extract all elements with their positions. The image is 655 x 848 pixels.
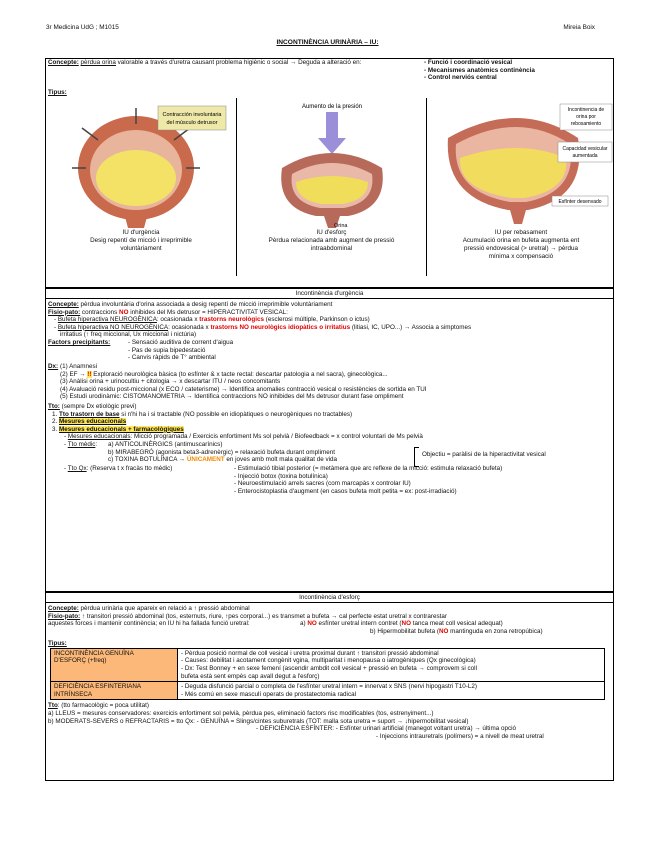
esf-cause-a	[300, 620, 543, 628]
tto-item-3-title: Mesures educacionals + farmacològiques	[59, 425, 184, 433]
urgency-caption-line: Desig repentí de micció i irreprimible	[90, 237, 192, 244]
tipus-urgencia	[46, 98, 236, 276]
esf-types-table	[50, 648, 605, 701]
esf-tto-b-injeccions: - Injeccions intrauretrals (polímers) = a nivell de meat uretral	[376, 732, 544, 740]
noneuro-red2: neurològics idiopàtics o irritatius	[248, 323, 351, 331]
header-course: 3r Medicina UdG ; M1015	[46, 24, 119, 31]
esf-fisio-text: ↑ transitori pressió abdominal (tos, esternuts, riure, ↑pes corporal...) es transmet a bufeta → cal perfecte estat uretral x contrarestar	[80, 612, 447, 620]
tto-qx: - Tto Qx: (Reserva t x fracàs tto mèdic) - Estimulació tibial posterior (= metàmera que arc reflexe de la micció: estimula relaxació bufeta) - Injecció botox (toxina botulínica) - Neuroestimulació arrels sacres (com marcapàs x controlar IU) - Enterocistoplastia d'augment (en casos bufeta molt petita = ex: post-irradiació)	[64, 464, 503, 495]
dx-list	[60, 363, 427, 401]
factors-label: Factors precipitants:	[48, 338, 111, 346]
urg-concepte-text: pèrdua involuntària d'orina associada a desig repentí de micció irreprimible voluntàriament	[78, 301, 333, 308]
tto-item-1-text: si n'hi ha i si tractable (NO possible en idiopàtiques o neurogèniques no tractables)	[119, 410, 353, 418]
tto-item-2-title: Mesures educacionals	[59, 418, 127, 426]
overflow-caption-line: pressió endovesical (> uretral) → pèrdua	[464, 245, 578, 252]
medic-c-only: ÚNICAMENT	[186, 456, 225, 464]
noneuro-no: NO	[239, 323, 249, 331]
factor-item: - Sensació auditiva de corrent d'aigua	[128, 338, 234, 346]
medic-item: b) MIRABEGRÓ (agonista beta3-adrenèrgic) = relaxació bufeta durant ompliment	[108, 448, 335, 456]
type-name	[51, 682, 178, 700]
text: esfínter uretral intern contret (	[316, 620, 402, 628]
dx-ef-prefix: (2) EF →	[60, 370, 88, 378]
stress-heading: Incontinència d'esforç	[46, 592, 613, 603]
bladder-overflow-illustration	[428, 98, 615, 228]
stress-section	[45, 591, 614, 781]
esf-tipus-label: Tipus:	[48, 640, 67, 648]
esf-tto-b	[46, 718, 613, 726]
tipus-label: Tipus:	[48, 89, 67, 96]
dx-label: Dx:	[48, 362, 59, 370]
text: b) Hipermobilitat bufeta (	[370, 627, 439, 635]
dx-warning: !!	[87, 370, 92, 378]
dx-item: (1) Anamnesi	[60, 362, 98, 370]
type-name-2: D'ESFORÇ (+freq)	[54, 657, 107, 665]
stress-caption-line: intraabdominal	[310, 245, 353, 252]
bullet: -	[54, 316, 58, 324]
esf-tto-b-genuina: - GENUÏNA = Slings/cintes suburetrals (TOT: malla sota uretra = suport → ↓hipermobilitat vesical)	[196, 717, 469, 725]
neuro-red: trastorns neurològics	[199, 316, 264, 324]
num: 2.	[52, 418, 60, 426]
tto-item-3	[46, 426, 613, 434]
type-name-1: DEFICIÈNCIA ESFINTERIANA	[54, 683, 142, 691]
brace	[414, 447, 419, 467]
tipus-esforc	[236, 98, 426, 276]
urg-neuro	[46, 316, 613, 324]
medic-item: a) ANTICOLINÈRGICS (antimuscarínics)	[108, 440, 223, 448]
esf-fisio-2-text: aquestes forces i mantenir continència; en IU hi ha fallada funció uretral:	[48, 620, 250, 628]
esf-causes	[300, 620, 543, 635]
overflow-tag-3: rebosamiento	[570, 121, 601, 127]
stress-tag: Aumento de la presión	[301, 104, 362, 110]
esf-tto-a: a) LLEUS = mesures conservadores: exercicis enfortiment sol pelvià, pèrdua pes, eliminació factors risc modificables (tos, estrenyiment...)	[48, 709, 434, 717]
overflow-tag-4: Capacidad vesicular	[561, 146, 608, 152]
qx-intro: : (Reserva t x fracàs tto mèdic)	[86, 464, 173, 472]
tto-medic: - Tto mèdic: a) ANTICOLINÈRGICS (antimuscarínics) b) MIRABEGRÓ (agonista beta3-adrenèrgic) = relaxació bufeta durant ompliment c) TOXINA BOTULÍNICA → ÚNICAMENT en joves amb molt mala qualitat de vida Objectiu = paràlisi de la hiperactivitat vesical	[46, 441, 613, 465]
concepte-item: - Funció i coordinació vesical	[424, 59, 513, 66]
neuro-text: : ocasionada x	[156, 316, 200, 324]
stress-caption	[237, 229, 426, 253]
tipus-images	[46, 98, 613, 276]
bladder-urgency-illustration	[46, 98, 236, 228]
stress-caption-title: IU d'esforç	[316, 229, 347, 236]
dx-item	[60, 371, 427, 379]
urgency-section	[45, 287, 614, 592]
noneuro-rest: (litiasi, IC, UPO...) → Associa a simptomes	[350, 323, 472, 331]
tto-item-2	[46, 418, 613, 426]
type-line: - Deguda disfunció parcial o completa de l'esfínter uretral intern = innervat x SNS (nervi hipogastri T10-L2)	[181, 683, 477, 691]
type-line: - Causes: debilitat i acotament congènit vgina, multiparitat i menopausa o iatrogèniques (Qx ginecològica)	[181, 657, 476, 665]
intro-section	[45, 58, 614, 288]
overflow-tag-6: Esfínter desenvado	[557, 199, 602, 205]
dx-item: (3) Anàlisi orina + urinocultiu + citologia → x descartar ITU / neos concomitants	[60, 378, 281, 386]
type-line: - Dx: Test Bonney + en sexe femení (ascendir ambdit coll vesical + pressió en bufeta → comprovem si coll	[181, 664, 477, 672]
type-line: bufeta està sent empès cap avall degut a l'esforç)	[181, 672, 320, 680]
concepte-list	[424, 59, 535, 82]
tto-intro: (sempre Dx etiològic previ)	[59, 402, 137, 410]
medic-objectiu: Objectiu = paràlisi de la hiperactivitat vesical	[422, 450, 546, 458]
qx-item: - Injecció botox (toxina botulínica)	[234, 472, 328, 480]
urg-fisio-no: NO	[119, 308, 129, 316]
concepte-text: valorable a través d'uretra causant problema higiènic o social → Deguda a alteració en:	[115, 59, 362, 66]
tto-item-1	[46, 411, 613, 419]
header-author: Mireia Boix	[563, 24, 595, 31]
qx-item: - Enterocistoplastia d'augment (en casos bufeta molt petita = ex: post-irradiació)	[234, 487, 457, 495]
esf-cause-b	[300, 628, 543, 636]
concepte-item: - Control nerviós central	[424, 74, 497, 82]
type-desc	[178, 682, 605, 700]
type-line: - Pèrdua posició normal de coll vesical i uretra proximal durant ↑ transitori pressió abdominal	[181, 649, 439, 657]
urg-concepte-label: Concepte:	[48, 301, 79, 308]
urg-tto	[46, 403, 613, 411]
esf-concepte-text: pèrdua urinària que apareix en relació a ↑ pressió abdominal	[78, 605, 250, 612]
noneuro-text: : ocasionada x	[168, 323, 211, 331]
medic-list	[108, 441, 337, 464]
factor-item: - Canvis ràpids de T° ambiental	[128, 354, 216, 362]
urg-noneuro-2: irritatius (↑ freq miccional, Ux miccional i nictúria)	[60, 331, 197, 339]
dx-ef-text: Exploració neurològica bàsica (to esfínter & x tacte rectal: descartar patologia a nel sacra), ginecològica...	[91, 370, 388, 378]
noneuro-red1: trastorns	[210, 323, 240, 331]
tto-item-1-title: Tto trastorn de base	[59, 410, 120, 418]
esf-tto-intro: : (tto farmacològic = poca utilitat)	[57, 702, 149, 710]
dx-item: (5) Estudi urodinàmic: CISTOMANOMETRIA → Identifica contraccions NO inhibides del Ms detrusor durant fase ompliment	[60, 393, 404, 401]
esf-tto-label: Tto	[48, 702, 58, 710]
overflow-caption	[427, 229, 615, 261]
urgency-tag-2: del músculo detrusor	[166, 120, 218, 126]
medic-c-a: c) TOXINA BOTULÍNICA →	[108, 456, 187, 464]
factor-item: - Pas de supia bipedestació	[128, 346, 206, 354]
urg-concepte	[46, 301, 613, 309]
overflow-tag-1: Incontinencia de	[567, 107, 604, 113]
page-title: INCONTINÈNCIA URINÀRIA – IU:	[276, 39, 379, 46]
bullet: -	[64, 433, 68, 441]
medic-c-b: en joves amb molt mala qualitat de vida	[224, 456, 337, 464]
urg-noneuro	[46, 324, 613, 332]
urg-fisio-label: Fisio-pato:	[48, 308, 81, 316]
type-name	[51, 648, 178, 681]
urg-factors	[46, 339, 613, 363]
no: NO	[438, 627, 449, 635]
noneuro-type: Bufeta hiperactiva NO NEUROGÈNICA	[57, 323, 169, 331]
neuro-rest: (esclerosi múltiple, Parkinson o ictus)	[264, 316, 370, 324]
esf-concepte-label: Concepte:	[48, 605, 79, 612]
urg-fisio-a: contraccions	[80, 308, 120, 316]
overflow-caption-title: IU per rebasament	[494, 229, 548, 236]
page-header	[46, 24, 595, 34]
factors-list	[128, 339, 233, 362]
tipus-rebasament	[426, 98, 615, 276]
urgency-tag-1: Contracción involuntaria	[162, 112, 222, 118]
qx-list	[234, 465, 502, 495]
overflow-caption-line: Acumulació orina en bufeta augmenta ent	[462, 237, 580, 244]
stress-foot: Orina	[333, 223, 347, 228]
urgency-heading: Incontinència d'urgència	[46, 288, 613, 299]
no: NO	[401, 620, 411, 628]
num: 3.	[52, 425, 60, 433]
overflow-tag-5: aumentada	[571, 153, 598, 159]
no: NO	[307, 620, 317, 628]
table-row	[51, 648, 605, 681]
esf-fisio	[46, 613, 613, 621]
table-row	[51, 682, 605, 700]
esf-tto-b-label: b) MODERATS-SEVERS o REFRACTARIS = tto Qx:	[48, 717, 195, 725]
text: mantinguda en zona retropúbica)	[448, 627, 543, 635]
label: a)	[300, 620, 308, 628]
concepte-label: Concepte:	[48, 59, 79, 66]
urgency-caption	[46, 229, 236, 253]
esf-tto-b-esfinter: - DEFICIÈNCIA ESFÍNTER: - Esfínter urinari artificial (manegot voltant uretra) → última opció	[256, 725, 516, 733]
concepte-block	[46, 59, 613, 89]
tto-mesures	[46, 433, 613, 441]
dx-item: (4) Avaluació residu post-miccional (x ECO / cateterisme) → Identifica anomalies contracció vesical o resistències de sortida en TUI	[60, 385, 427, 393]
bladder-stress-illustration	[238, 98, 426, 228]
qx-item: - Estimulació tibial posterior (= metàmera que arc reflexe de la micció: estimula relaxació bufeta)	[234, 464, 503, 472]
stress-caption-line: Pèrdua relacionada amb augment de pressió	[268, 237, 395, 244]
medic-item	[108, 456, 337, 464]
esf-tto	[46, 702, 613, 710]
urg-fisio-b: inhibides del Ms detrusor = HIPERACTIVITAT VESICAL:	[128, 308, 288, 316]
concepte-orina: pèrdua orina	[80, 59, 116, 66]
mesures-text: : Micció programada / Exercicis enfortiment Ms sol pelvià / Biofeedback = x control voluntari de Ms pelvià	[130, 433, 423, 441]
mesures-label: Mesures educacionals	[67, 433, 131, 441]
neuro-type: Bufeta hiperactiva NEUROGÈNICA	[57, 316, 157, 324]
esf-concepte	[46, 605, 613, 613]
type-desc	[178, 648, 605, 681]
tto-medic-label: Tto mèdic	[67, 440, 96, 448]
bullet: -	[54, 323, 58, 331]
overflow-caption-line: mínima x compensació	[488, 253, 554, 260]
urgency-caption-line: voluntàriament	[120, 245, 162, 252]
concepte-item: - Mecanismes anatòmics continència	[424, 66, 535, 74]
urgency-caption-title: IU d'urgència	[122, 229, 160, 236]
overflow-tag-2: orina por	[575, 114, 596, 120]
qx-label: Tto Qx	[67, 464, 87, 472]
esf-fisio-2	[46, 620, 613, 638]
urg-dx	[46, 363, 613, 403]
num: 1.	[52, 410, 60, 418]
type-name-1: INCONTINÈNCIA GENUÏNA	[54, 649, 134, 657]
esf-fisio-label: Fisio-pato:	[48, 612, 81, 620]
qx-item: - Neuroestimulació arrels sacres (com marcapàs x controlar IU)	[234, 480, 411, 488]
tto-label: Tto:	[48, 402, 60, 410]
text: tanca meat coll vesical adequat)	[410, 620, 503, 628]
type-line: - Més comú en sexe masculí operats de prostatectomia radical	[181, 690, 356, 698]
type-name-2: INTRÍNSECA	[54, 690, 93, 698]
